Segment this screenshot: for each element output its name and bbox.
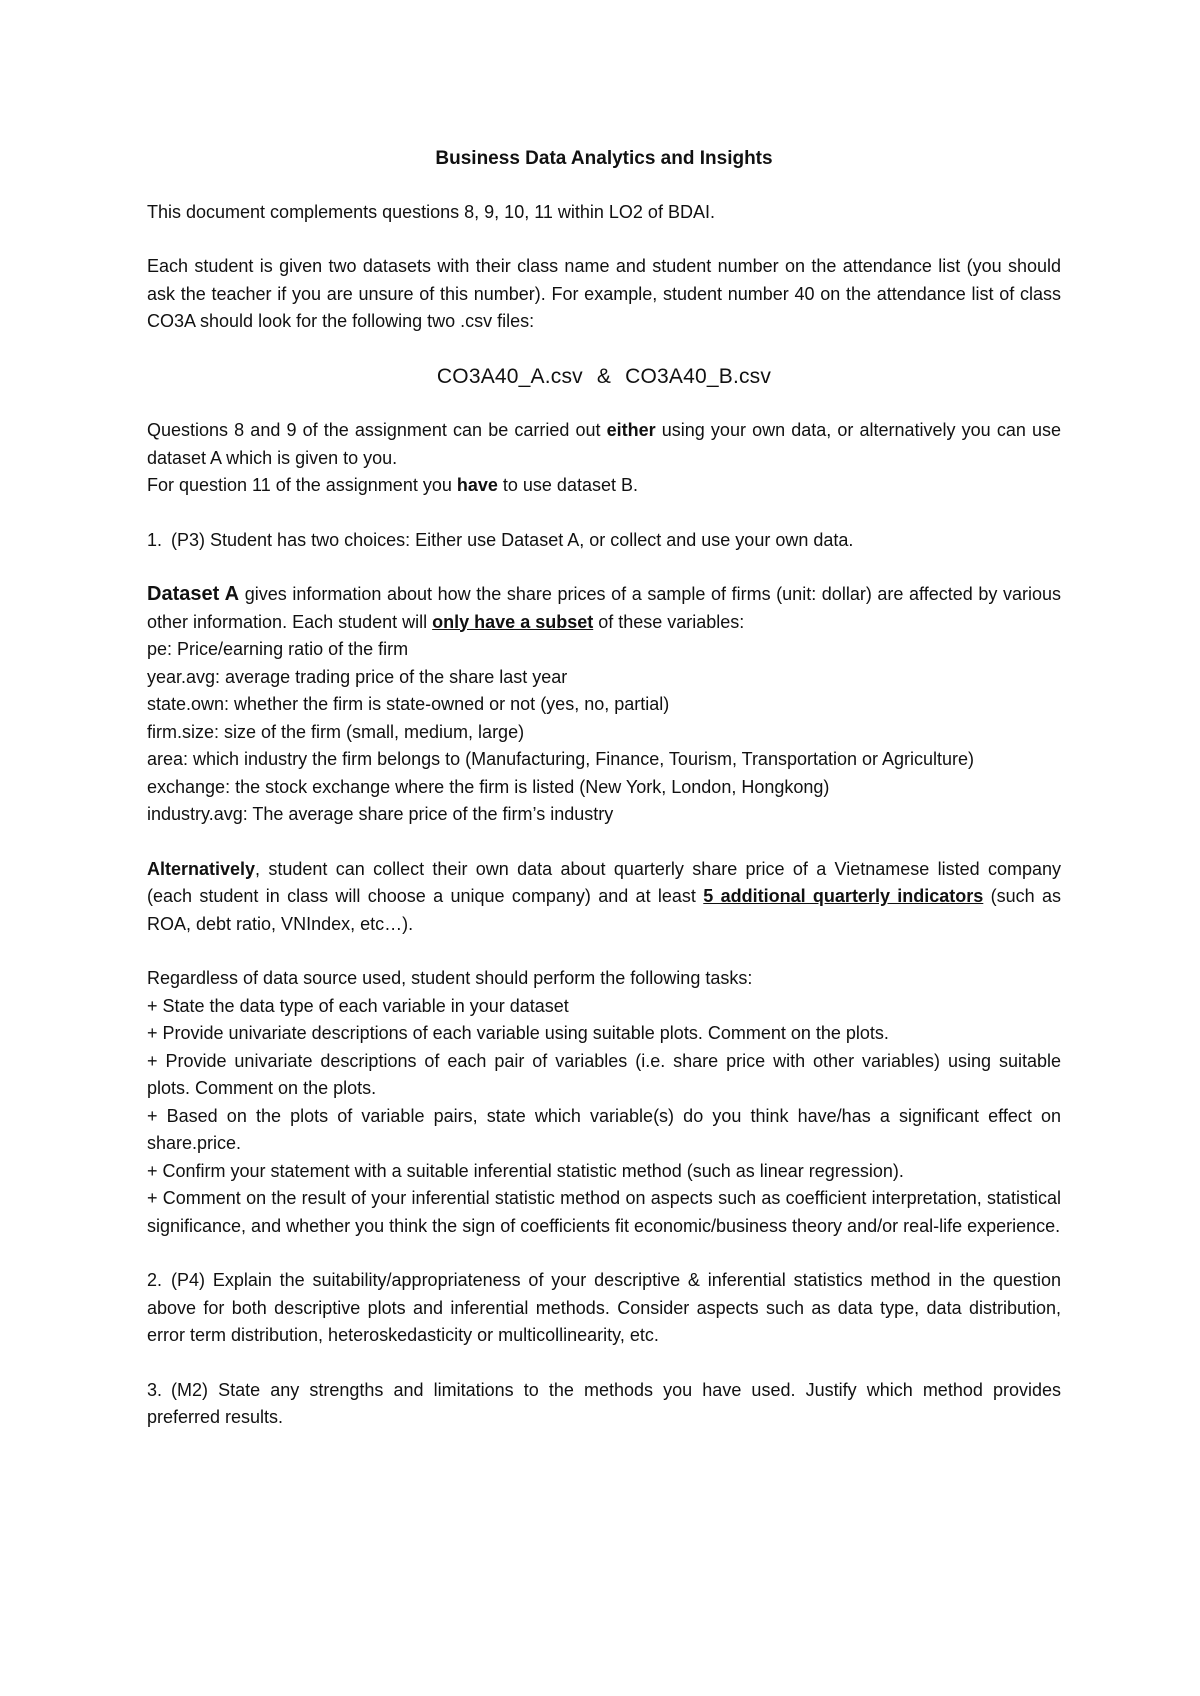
item-3-number: 3.	[147, 1379, 163, 1400]
emphasis-only-subset: only have a subset	[432, 611, 594, 632]
item-3-text: (M2) State any strengths and limitations to the methods you have used. Justify which method provides preferred results.	[147, 1379, 1061, 1427]
task-item: + Provide univariate descriptions of each variable using suitable plots. Comment on the plots.	[147, 1023, 889, 1043]
variable-item: state.own: whether the firm is state-owned or not (yes, no, partial)	[147, 694, 670, 714]
item-1-number: 1.	[147, 529, 163, 550]
dataset-a-section	[147, 581, 1061, 829]
intro-paragraph: This document complements questions 8, 9, 10, 11 within LO2 of BDAI.	[147, 201, 715, 222]
variable-item: area: which industry the firm belongs to (Manufacturing, Finance, Tourism, Transportation or Agriculture)	[147, 749, 975, 769]
item-2-number: 2.	[147, 1270, 163, 1290]
item-1-text: (P3) Student has two choices: Either use Dataset A, or collect and use your own data.	[171, 529, 854, 550]
tasks-section	[147, 965, 1061, 1240]
csv-file-names	[147, 363, 1061, 391]
item-3	[147, 1377, 1061, 1432]
item-2-text: (P4) Explain the suitability/appropriateness of your descriptive & inferential statistics method in the question above for both descriptive plots and inferential methods. Consider aspects such as data type, data distribution, error term distribution, heteroskedasticity or multicollinearity, etc.	[147, 1270, 1061, 1345]
task-item: + Based on the plots of variable pairs, state which variable(s) do you think have/has a significant effect on share.price.	[147, 1105, 1061, 1153]
document-body	[147, 145, 1061, 1459]
emphasis-quarterly-indicators: 5 additional quarterly indicators	[703, 886, 984, 906]
questions-paragraph	[147, 417, 1061, 500]
datasets-paragraph: Each student is given two datasets with their class name and student number on the attendance list (you should ask the teacher if you are unsure of this number). For example, student number 40 on the attendance list of class CO3A should look for the following two .csv files:	[147, 256, 1061, 331]
variable-item: exchange: the stock exchange where the firm is listed (New York, London, Hongkong)	[147, 776, 830, 797]
task-item: + Confirm your statement with a suitable inferential statistic method (such as linear regression).	[147, 1160, 904, 1181]
task-item: + Comment on the result of your inferential statistic method on aspects such as coefficient interpretation, statistical significance, and whether you think the sign of coefficients fit economic/business theory and/or real-life experience.	[147, 1188, 1061, 1236]
tasks-intro: Regardless of data source used, student should perform the following tasks:	[147, 968, 753, 988]
item-2	[147, 1267, 1061, 1350]
file-b-name: CO3A40_B.csv	[625, 364, 772, 388]
question-11-text: For question 11 of the assignment you have to use dataset B.	[147, 475, 638, 495]
task-item: + Provide univariate descriptions of each pair of variables (i.e. share price with other variables) using suitable plots. Comment on the plots.	[147, 1050, 1061, 1098]
dataset-a-description: Dataset A gives information about how the share prices of a sample of firms (unit: dollar) are affected by various other information. Each student will only have a subset of these variables:	[147, 583, 1061, 632]
questions-8-9-text: Questions 8 and 9 of the assignment can be carried out either using your own data, or alternatively you can use dataset A which is given to you.	[147, 420, 1061, 468]
item-1	[147, 527, 1061, 555]
variable-item: industry.avg: The average share price of the firm’s industry	[147, 804, 614, 824]
variable-item: firm.size: size of the firm (small, medium, large)	[147, 721, 525, 742]
file-a-name: CO3A40_A.csv	[436, 364, 583, 388]
document-title: Business Data Analytics and Insights	[435, 148, 773, 169]
variable-item: year.avg: average trading price of the share last year	[147, 666, 568, 687]
alternatively-paragraph: Alternatively, student can collect their own data about quarterly share price of a Vietnamese listed company (each student in class will choose a unique company) and at least 5 additional quarterly indicators (such as ROA, debt ratio, VNIndex, etc…).	[147, 858, 1061, 934]
dataset-a-label: Dataset A	[147, 583, 240, 605]
emphasis-have: have	[456, 475, 498, 495]
emphasis-either: either	[606, 420, 656, 440]
alternatively-label: Alternatively	[147, 858, 256, 879]
file-separator: &	[596, 364, 612, 388]
variable-item: pe: Price/earning ratio of the firm	[147, 639, 409, 659]
task-item: + State the data type of each variable in your dataset	[147, 995, 569, 1016]
